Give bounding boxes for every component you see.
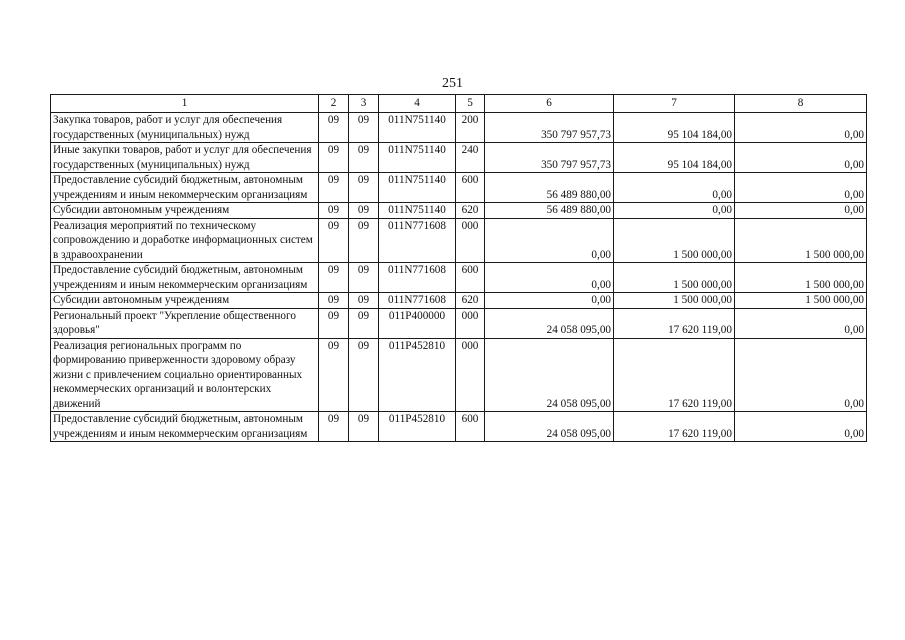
table-row <box>51 338 867 412</box>
row-amount-6: 350 797 957,73 <box>485 113 614 143</box>
table-row <box>51 113 867 143</box>
row-name: Иные закупки товаров, работ и услуг для обеспечения государственных (муниципальных) нужд <box>51 143 319 173</box>
row-amount-7: 95 104 184,00 <box>614 143 735 173</box>
row-amount-7: 1 500 000,00 <box>614 263 735 293</box>
row-name: Субсидии автономным учреждениям <box>51 293 319 309</box>
row-subsection: 09 <box>349 113 379 143</box>
row-expense-type: 200 <box>456 113 485 143</box>
table-row <box>51 143 867 173</box>
row-amount-6: 24 058 095,00 <box>485 308 614 338</box>
row-amount-8: 0,00 <box>735 203 867 219</box>
column-header: 6 <box>485 95 614 113</box>
row-expense-type: 600 <box>456 173 485 203</box>
row-target-code: 011P400000 <box>379 308 456 338</box>
row-target-code: 011N751140 <box>379 173 456 203</box>
column-header: 5 <box>456 95 485 113</box>
row-amount-7: 95 104 184,00 <box>614 113 735 143</box>
row-target-code: 011N771608 <box>379 293 456 309</box>
row-amount-6: 24 058 095,00 <box>485 412 614 442</box>
row-target-code: 011N751140 <box>379 113 456 143</box>
row-expense-type: 000 <box>456 218 485 263</box>
row-expense-type: 600 <box>456 412 485 442</box>
row-amount-8: 1 500 000,00 <box>735 218 867 263</box>
row-amount-8: 0,00 <box>735 412 867 442</box>
table-row <box>51 218 867 263</box>
row-amount-6: 56 489 880,00 <box>485 173 614 203</box>
row-section: 09 <box>319 293 349 309</box>
row-amount-8: 0,00 <box>735 173 867 203</box>
table-row <box>51 263 867 293</box>
row-name: Реализация мероприятий по техническому сопровождению и доработке информационных систем в здравоохранении <box>51 218 319 263</box>
row-target-code: 011N771608 <box>379 218 456 263</box>
row-expense-type: 240 <box>456 143 485 173</box>
row-subsection: 09 <box>349 293 379 309</box>
page-number: 251 <box>442 76 463 91</box>
row-amount-7: 1 500 000,00 <box>614 218 735 263</box>
row-amount-7: 17 620 119,00 <box>614 412 735 442</box>
table-row <box>51 293 867 309</box>
table-row <box>51 412 867 442</box>
row-subsection: 09 <box>349 203 379 219</box>
row-amount-7: 17 620 119,00 <box>614 308 735 338</box>
row-expense-type: 000 <box>456 308 485 338</box>
row-name: Региональный проект "Укрепление общественного здоровья" <box>51 308 319 338</box>
row-subsection: 09 <box>349 218 379 263</box>
row-expense-type: 620 <box>456 293 485 309</box>
row-target-code: 011N751140 <box>379 203 456 219</box>
row-section: 09 <box>319 338 349 412</box>
row-amount-7: 1 500 000,00 <box>614 293 735 309</box>
row-amount-8: 1 500 000,00 <box>735 293 867 309</box>
table-row <box>51 173 867 203</box>
row-section: 09 <box>319 263 349 293</box>
table-row <box>51 308 867 338</box>
row-amount-6: 0,00 <box>485 218 614 263</box>
row-section: 09 <box>319 113 349 143</box>
row-subsection: 09 <box>349 263 379 293</box>
row-expense-type: 600 <box>456 263 485 293</box>
row-amount-7: 0,00 <box>614 173 735 203</box>
row-section: 09 <box>319 308 349 338</box>
row-amount-8: 1 500 000,00 <box>735 263 867 293</box>
row-amount-6: 56 489 880,00 <box>485 203 614 219</box>
column-header: 8 <box>735 95 867 113</box>
row-target-code: 011P452810 <box>379 338 456 412</box>
table-row <box>51 203 867 219</box>
row-name: Предоставление субсидий бюджетным, автономным учреждениям и иным некоммерческим организациям <box>51 263 319 293</box>
row-section: 09 <box>319 412 349 442</box>
row-target-code: 011N771608 <box>379 263 456 293</box>
row-section: 09 <box>319 143 349 173</box>
row-name: Предоставление субсидий бюджетным, автономным учреждениям и иным некоммерческим организациям <box>51 412 319 442</box>
row-subsection: 09 <box>349 173 379 203</box>
row-subsection: 09 <box>349 308 379 338</box>
table-body <box>51 95 867 442</box>
row-subsection: 09 <box>349 338 379 412</box>
row-subsection: 09 <box>349 143 379 173</box>
row-target-code: 011P452810 <box>379 412 456 442</box>
row-amount-6: 0,00 <box>485 263 614 293</box>
budget-table <box>50 94 867 442</box>
row-section: 09 <box>319 203 349 219</box>
row-section: 09 <box>319 218 349 263</box>
row-amount-7: 17 620 119,00 <box>614 338 735 412</box>
row-amount-7: 0,00 <box>614 203 735 219</box>
row-expense-type: 000 <box>456 338 485 412</box>
row-target-code: 011N751140 <box>379 143 456 173</box>
row-name: Субсидии автономным учреждениям <box>51 203 319 219</box>
row-amount-6: 24 058 095,00 <box>485 338 614 412</box>
row-section: 09 <box>319 173 349 203</box>
row-amount-8: 0,00 <box>735 113 867 143</box>
table-header-row <box>51 95 867 113</box>
row-amount-6: 0,00 <box>485 293 614 309</box>
row-amount-6: 350 797 957,73 <box>485 143 614 173</box>
row-amount-8: 0,00 <box>735 338 867 412</box>
column-header: 4 <box>379 95 456 113</box>
row-name: Закупка товаров, работ и услуг для обеспечения государственных (муниципальных) нужд <box>51 113 319 143</box>
row-amount-8: 0,00 <box>735 143 867 173</box>
column-header: 2 <box>319 95 349 113</box>
column-header: 7 <box>614 95 735 113</box>
column-header: 1 <box>51 95 319 113</box>
row-subsection: 09 <box>349 412 379 442</box>
column-header: 3 <box>349 95 379 113</box>
row-name: Предоставление субсидий бюджетным, автономным учреждениям и иным некоммерческим организациям <box>51 173 319 203</box>
row-amount-8: 0,00 <box>735 308 867 338</box>
row-name: Реализация региональных программ по формированию приверженности здоровому образу жизни с привлечением социально ориентированных некоммерческих организаций и волонтерских движений <box>51 338 319 412</box>
row-expense-type: 620 <box>456 203 485 219</box>
